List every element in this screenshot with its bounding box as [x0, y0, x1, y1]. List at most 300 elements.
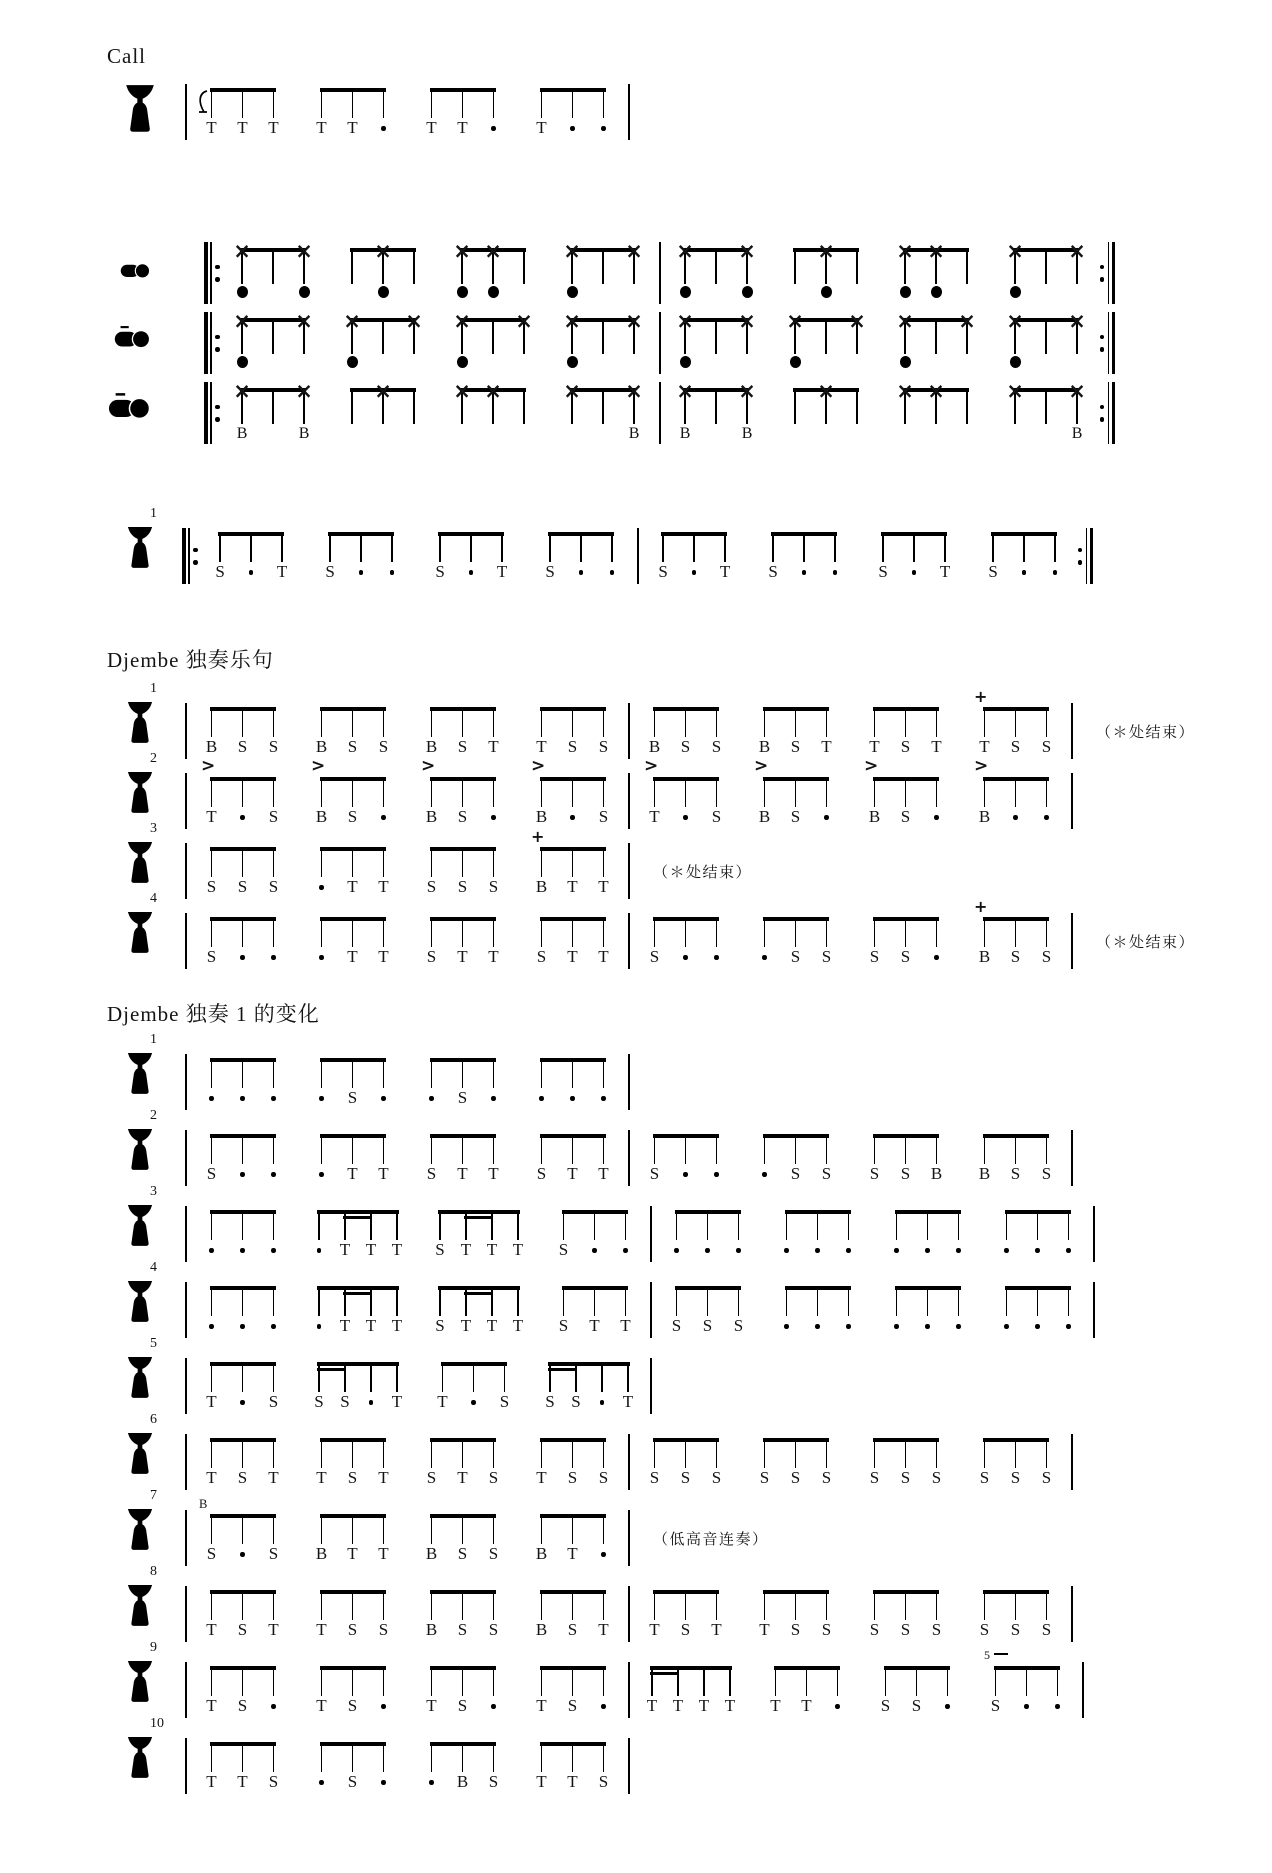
- rest-dot: [784, 1324, 789, 1329]
- note-cell: [921, 1438, 952, 1490]
- note-group: [639, 1590, 732, 1642]
- note-stem: [431, 1590, 433, 1620]
- note-cell: [610, 1286, 641, 1338]
- note-group: [227, 309, 320, 370]
- note-cell: [227, 1362, 258, 1414]
- note-cell: [890, 379, 921, 440]
- note-group: [315, 532, 408, 584]
- note-cell: [416, 917, 447, 969]
- note-cell: [258, 1438, 289, 1490]
- repeat-thick-bar: [1112, 312, 1116, 374]
- note-stem: [603, 917, 605, 947]
- note-stem: [572, 88, 574, 118]
- note-group: [648, 532, 741, 584]
- stroke-letter: T: [206, 1620, 217, 1639]
- notation-line-var-7: [0, 1488, 1272, 1574]
- rest-dot: [824, 815, 829, 820]
- stroke-letter: S: [545, 562, 555, 581]
- note-stem: [572, 917, 574, 947]
- barline: [1071, 1586, 1073, 1642]
- note-stem: [242, 1666, 244, 1696]
- note-cell: [771, 1286, 802, 1338]
- stroke-letter: S: [237, 737, 248, 756]
- repeat-dot: [1100, 277, 1105, 282]
- note-cell: [306, 777, 337, 829]
- note-group: [749, 707, 842, 759]
- note-cell: [526, 1134, 557, 1186]
- note-stem: [795, 1134, 797, 1164]
- note-cell: [306, 1590, 337, 1642]
- note-group: [196, 1210, 289, 1262]
- repeat-dots: [1099, 382, 1106, 444]
- rest-dot: [319, 1172, 324, 1177]
- note-stem: [715, 248, 717, 284]
- note-stem: [1046, 1590, 1048, 1620]
- notation-line-call: [0, 88, 1272, 148]
- staff: [178, 1362, 659, 1414]
- note-cell: [337, 1134, 368, 1186]
- stroke-letter: T: [268, 118, 279, 137]
- note-cell: [563, 1362, 589, 1414]
- note-cell: [991, 1210, 1022, 1262]
- measure: [194, 1438, 621, 1490]
- note-stem: [272, 248, 274, 284]
- note-cell: [358, 1362, 384, 1414]
- note-cell: [1031, 1438, 1062, 1490]
- note-stem: [396, 1362, 398, 1392]
- djembe-icon: [126, 1128, 154, 1171]
- note-cell: [399, 309, 430, 370]
- note-stem: [601, 1362, 603, 1392]
- note-stem: [795, 917, 797, 947]
- repeat-end-sign: [1099, 312, 1116, 374]
- barline: [185, 773, 187, 829]
- note-stem: [462, 1666, 464, 1696]
- note-stem: [984, 1438, 986, 1468]
- note-cell: [780, 1590, 811, 1642]
- measure: [637, 897, 1064, 969]
- note-stem: [250, 532, 252, 562]
- note-group: [416, 1514, 509, 1566]
- note-cell: [509, 309, 540, 370]
- note-cell: [670, 707, 701, 759]
- note-cell: [749, 917, 780, 969]
- bell-x-stroke: ×: [515, 309, 533, 333]
- note-stem: [572, 777, 574, 807]
- note-cell: [557, 1742, 588, 1794]
- note-group: [526, 1742, 619, 1794]
- note-cell: [648, 532, 679, 584]
- note-cell: [258, 248, 289, 300]
- note-stem: [211, 777, 213, 807]
- note-cell: [258, 1666, 289, 1718]
- note-stem: [462, 1742, 464, 1772]
- stroke-letter: S: [206, 947, 217, 966]
- rest-dot: [319, 1096, 324, 1101]
- note-stem: [826, 707, 828, 737]
- bass-drum-dot: [378, 286, 389, 298]
- note-cell: [692, 1210, 723, 1262]
- note-cell: [639, 777, 670, 829]
- stroke-letter: S: [457, 737, 468, 756]
- note-cell: [670, 379, 701, 442]
- stroke-letter: T: [316, 1696, 327, 1715]
- stroke-letter: S: [268, 737, 279, 756]
- note-stem: [984, 1590, 986, 1620]
- note-group: [859, 1438, 952, 1490]
- note-cell: [701, 1590, 732, 1642]
- accent-mark: >: [974, 756, 989, 776]
- stroke-letter: S: [821, 1468, 832, 1487]
- note-stem: [1046, 1438, 1048, 1468]
- note-stem: [1015, 707, 1017, 737]
- stroke-letter: T: [316, 118, 327, 137]
- bell-x-stroke: ×: [817, 239, 835, 263]
- note-stem: [611, 532, 613, 562]
- staff: [178, 1134, 1080, 1186]
- bass-letter: B: [236, 425, 248, 442]
- notation-line-accomp: [0, 506, 1272, 592]
- note-cell: [425, 532, 456, 584]
- barline: [628, 1586, 630, 1642]
- stroke-letter: S: [206, 1544, 217, 1563]
- barline: [628, 1434, 630, 1490]
- stroke-letter: T: [276, 562, 288, 581]
- note-cell: [980, 1666, 1011, 1718]
- note-stem: [654, 917, 656, 947]
- repeat-thin-bar: [188, 528, 190, 584]
- staff: [178, 1590, 1080, 1642]
- note-stem: [936, 1134, 938, 1164]
- accent-mark: >: [311, 756, 326, 776]
- note-stem: [501, 532, 503, 562]
- note-cell: [557, 847, 588, 899]
- note-cell: [615, 1362, 641, 1414]
- repeat-dot: [1100, 265, 1105, 270]
- stroke-letter: S: [457, 1088, 468, 1107]
- repeat-dot: [1078, 548, 1083, 553]
- notation-line-var-3: [0, 1184, 1272, 1270]
- note-stem: [431, 1514, 433, 1544]
- stroke-letter: S: [869, 1620, 880, 1639]
- note-cell: [912, 1286, 943, 1338]
- stroke-letter: S: [314, 1392, 324, 1411]
- note-stem: [786, 1210, 788, 1240]
- note-stem: [563, 1210, 565, 1240]
- note-cell: [780, 388, 811, 440]
- note-cell: [535, 532, 566, 584]
- note-stem: [352, 917, 354, 947]
- note-stem: [273, 1514, 275, 1544]
- note-cell: [447, 1514, 478, 1566]
- note-cell: [670, 917, 701, 969]
- note-cell: [597, 532, 628, 584]
- bass-drum-dot: [900, 356, 911, 368]
- stroke-letter: S: [268, 807, 279, 826]
- note-cell: [258, 88, 289, 140]
- note-stem: [1045, 248, 1047, 284]
- note-cell: [780, 707, 811, 759]
- note-cell: [447, 1058, 478, 1110]
- stroke-letter: T: [672, 1696, 684, 1715]
- note-cell: [289, 239, 320, 300]
- stroke-letter: S: [1010, 947, 1021, 966]
- rest-dot: [240, 1324, 245, 1329]
- measure: [194, 917, 621, 969]
- note-group: [427, 1286, 531, 1338]
- note-stem: [352, 777, 354, 807]
- bell-x-stroke: ×: [1068, 379, 1086, 403]
- note-cell: [337, 707, 368, 759]
- note-stem: [396, 1286, 398, 1316]
- stroke-letter: S: [347, 1696, 358, 1715]
- note-stem: [491, 1210, 493, 1240]
- measure: [194, 756, 621, 829]
- note-cell: [701, 248, 732, 300]
- note-cell: [557, 88, 588, 140]
- note-stem: [344, 1362, 346, 1392]
- note-group: [749, 756, 842, 829]
- stroke-letter: S: [900, 1164, 911, 1183]
- repeat-thin-bar: [210, 312, 212, 374]
- note-cell: [447, 1134, 478, 1186]
- staff: [178, 1497, 769, 1566]
- note-cell: [332, 1286, 358, 1338]
- stroke-letter: S: [347, 1088, 358, 1107]
- note-stem: [321, 847, 323, 877]
- note-cell: [588, 1590, 619, 1642]
- bass-drum-dot: [1010, 286, 1021, 298]
- note-cell: [505, 1210, 531, 1262]
- note-cell: [780, 777, 811, 829]
- note-group: [526, 707, 619, 759]
- measure: [194, 88, 621, 140]
- note-stem: [1037, 1286, 1039, 1316]
- note-stem: [885, 1666, 887, 1696]
- bell-x-stroke: ×: [625, 379, 643, 403]
- note-cell: [943, 1210, 974, 1262]
- note-group: [205, 532, 298, 584]
- rest-dot: [491, 1704, 496, 1709]
- stroke-letter: T: [347, 1544, 358, 1563]
- stroke-letter: T: [567, 1544, 578, 1563]
- note-cell: [811, 1134, 842, 1186]
- note-stem: [685, 1134, 687, 1164]
- bell-x-stroke: ×: [927, 379, 945, 403]
- note-stem: [541, 88, 543, 118]
- note-cell: [691, 1666, 717, 1718]
- note-stem: [603, 1514, 605, 1544]
- barline: [628, 1738, 630, 1794]
- note-cell: [588, 707, 619, 759]
- note-cell: [337, 1590, 368, 1642]
- barline: [185, 1206, 187, 1262]
- stroke-letter: B: [425, 737, 438, 756]
- note-stem: [716, 917, 718, 947]
- bell-x-stroke: ×: [738, 239, 756, 263]
- rest-dot: [317, 1324, 322, 1329]
- stroke-letter: S: [680, 737, 691, 756]
- bass-drum-dot: [821, 286, 832, 298]
- bell-x-stroke: ×: [1006, 379, 1024, 403]
- note-stem: [764, 917, 766, 947]
- repeat-dots: [1077, 528, 1084, 584]
- note-stem: [370, 1210, 372, 1240]
- stroke-letter: S: [598, 807, 609, 826]
- stroke-letter: S: [790, 737, 801, 756]
- note-stem: [549, 532, 551, 562]
- stroke-letter: S: [488, 1620, 499, 1639]
- stroke-letter: T: [598, 947, 609, 966]
- note-group: [557, 379, 650, 442]
- note-cell: [368, 1438, 399, 1490]
- note-stem: [1037, 1210, 1039, 1240]
- note-stem: [465, 1286, 467, 1316]
- stroke-letter: S: [237, 877, 248, 896]
- stroke-letter: B: [535, 1620, 548, 1639]
- repeat-dot: [215, 335, 220, 340]
- note-group: [306, 1286, 410, 1338]
- note-stem: [493, 88, 495, 118]
- note-stem: [541, 1514, 543, 1544]
- bass-letter: B: [1071, 425, 1083, 442]
- note-group: [780, 239, 873, 300]
- djembe-icon: [126, 911, 154, 954]
- note-stem: [947, 1666, 949, 1696]
- note-cell: [526, 1514, 557, 1566]
- note-cell: [258, 318, 289, 370]
- note-stem: [603, 707, 605, 737]
- note-cell: [478, 847, 509, 899]
- note-group: [306, 1058, 399, 1110]
- note-group: [771, 1210, 864, 1262]
- note-group: [306, 1590, 399, 1642]
- rest-dot: [240, 1400, 245, 1405]
- notation-line-dunun: [0, 379, 1272, 448]
- note-stem: [431, 707, 433, 737]
- note-cell: [258, 388, 289, 440]
- stroke-letter: T: [206, 118, 217, 137]
- note-stem: [541, 1742, 543, 1772]
- note-stem: [1045, 388, 1047, 424]
- note-cell: [196, 1742, 227, 1794]
- stroke-letter: B: [205, 737, 218, 756]
- note-stem: [242, 1134, 244, 1164]
- measure: [194, 1210, 643, 1262]
- note-cell: [447, 1590, 478, 1642]
- stroke-letter: T: [347, 118, 358, 137]
- note-cell: [196, 1210, 227, 1262]
- note-cell: [236, 532, 267, 584]
- sangban-icon: [114, 326, 150, 349]
- rest-dot: [491, 815, 496, 820]
- barline: [1071, 703, 1073, 759]
- stroke-letter: T: [488, 1164, 499, 1183]
- note-stem: [603, 1058, 605, 1088]
- note-stem: [462, 707, 464, 737]
- note-cell: [930, 532, 961, 584]
- note-cell: [227, 1514, 258, 1566]
- stroke-letter: B: [930, 1164, 943, 1183]
- note-stem: [473, 1362, 475, 1392]
- note-cell: [969, 1438, 1000, 1490]
- djembe-icon: [126, 771, 154, 814]
- stroke-letter: S: [869, 1164, 880, 1183]
- djembe-icon: [124, 84, 156, 133]
- bell-x-stroke: ×: [295, 239, 313, 263]
- annotation: （＊处结束）: [653, 865, 753, 881]
- note-stem: [905, 1438, 907, 1468]
- note-stem: [321, 1058, 323, 1088]
- repeat-dot: [1100, 335, 1105, 340]
- note-cell: [384, 1286, 410, 1338]
- note-cell: [589, 1362, 615, 1414]
- note-stem: [896, 1210, 898, 1240]
- rest-dot: [802, 570, 807, 575]
- note-cell: [368, 847, 399, 899]
- rest-dot: [249, 570, 254, 575]
- stroke-letter: S: [1010, 1164, 1021, 1183]
- stroke-letter: S: [649, 1468, 660, 1487]
- rest-dot: [934, 955, 939, 960]
- stroke-letter: S: [340, 1392, 350, 1411]
- note-cell: [306, 847, 337, 899]
- note-cell: [811, 318, 842, 370]
- note-stem: [764, 1134, 766, 1164]
- note-cell: [447, 1438, 478, 1490]
- note-cell: [588, 777, 619, 829]
- bell-x-stroke: ×: [295, 309, 313, 333]
- measure: [194, 1286, 643, 1338]
- stroke-letter: B: [535, 1544, 548, 1563]
- note-cell: [346, 532, 377, 584]
- note-group: [306, 1514, 399, 1566]
- note-group: [196, 88, 289, 140]
- note-cell: [306, 707, 337, 759]
- note-stem: [1015, 777, 1017, 807]
- variations-heading: Djembe 独奏 1 的变化: [107, 1002, 320, 1026]
- note-cell: [639, 1590, 670, 1642]
- note-group: [306, 1666, 399, 1718]
- note-cell: [526, 1590, 557, 1642]
- bell-x-stroke: ×: [896, 379, 914, 403]
- note-stem: [707, 1210, 709, 1240]
- line-number: 6: [150, 1412, 157, 1427]
- note-group: [749, 917, 842, 969]
- stroke-letter: T: [567, 1772, 578, 1791]
- stroke-letter: T: [698, 1696, 710, 1715]
- note-stem: [1006, 1286, 1008, 1316]
- repeat-thin-bar: [1108, 242, 1110, 304]
- note-group: [196, 1742, 289, 1794]
- stroke-letter: T: [620, 1316, 631, 1335]
- note-stem: [541, 1058, 543, 1088]
- note-cell: [306, 1514, 337, 1566]
- rest-dot: [945, 1704, 950, 1709]
- repeat-thin-bar: [1108, 312, 1110, 374]
- note-group: [196, 1497, 289, 1566]
- note-cell: [670, 1438, 701, 1490]
- note-group: [661, 1286, 754, 1338]
- note-cell: [912, 1210, 943, 1262]
- repeat-end-sign: [1099, 382, 1116, 444]
- stroke-letter: T: [457, 1164, 468, 1183]
- note-stem: [716, 777, 718, 807]
- note-stem: [211, 1134, 213, 1164]
- note-stem: [517, 1210, 519, 1240]
- note-cell: [1031, 1590, 1062, 1642]
- note-cell: [557, 707, 588, 759]
